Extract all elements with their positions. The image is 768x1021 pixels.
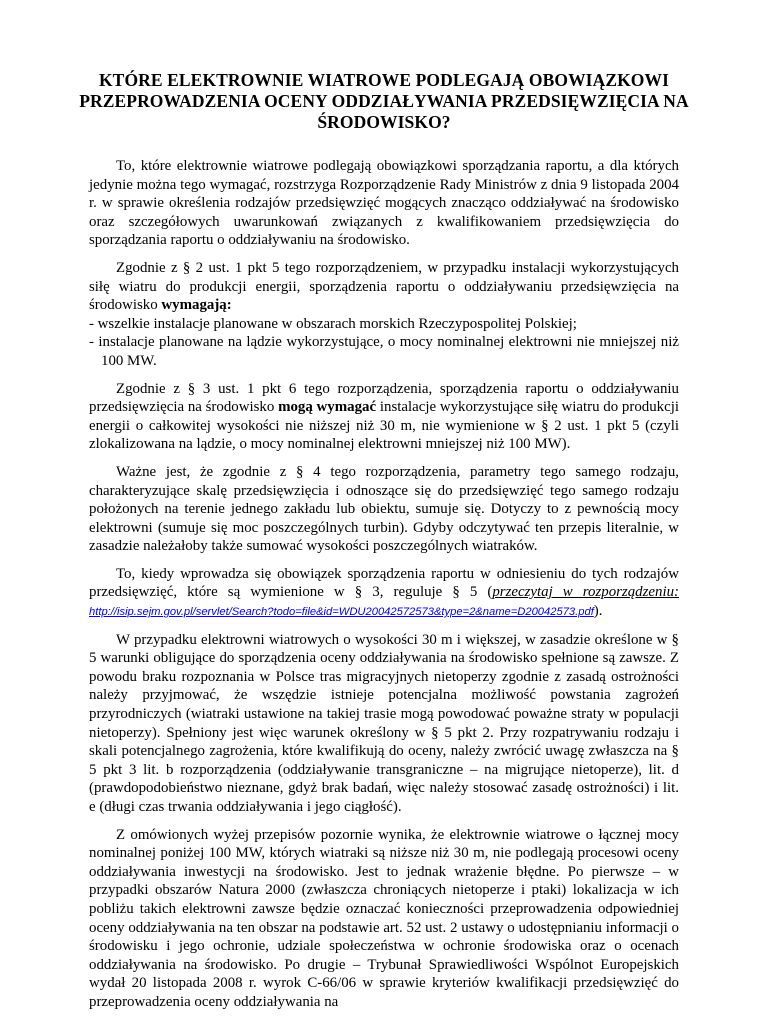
paragraph-5-after: ). [593, 603, 603, 620]
paragraph-5-before: To, kiedy wprowadza się obowiązek sporządzenia raportu w odniesieniu do tych rodzajów przedsięwzięć, które są wymienione w § 3, reguluje § 5 ( [89, 565, 679, 601]
document-title: KTÓRE ELEKTROWNIE WIATROWE PODLEGAJĄ OBOWIĄZKOWI PRZEPROWADZENIA OCENY ODDZIAŁYWANIA PRZEDSIĘWZIĘCIA NA ŚRODOWISKO? [79, 70, 689, 132]
paragraph-2-text: Zgodnie z § 2 ust. 1 pkt 5 tego rozporządzeniem, w przypadku instalacji wykorzystujących siłę wiatru do produkcji energii, sporządzenia raportu o oddziaływaniu przedsięwzięcia na środowisko [89, 259, 679, 314]
paragraph-3 [89, 380, 679, 454]
document-body [89, 157, 679, 1021]
paragraph-1: To, które elektrownie wiatrowe podlegają obowiązkowi sporządzania raportu, a dla których jedynie można tego wymagać, rozstrzyga Rozporządzenie Rady Ministrów z dnia 9 listopada 2004 r. w sprawie określenia rodzajów przedsięwzięć mogących znacząco oddziaływać na środowisko oraz szczegółowych uwarunkowań związanych z kwalifikowaniem przedsięwzięcia do sporządzania raportu o oddziaływaniu na środowisko. [89, 158, 679, 249]
list-item: - instalacje planowane na lądzie wykorzystujące, o mocy nominalnej elektrowni nie mniejszej niż 100 MW. [89, 334, 679, 369]
paragraph-5 [89, 565, 679, 622]
list-item: - wszelkie instalacje planowane w obszarach morskich Rzeczypospolitej Polskiej; [89, 315, 577, 332]
paragraph-2-bold: wymagają: [161, 297, 232, 314]
paragraph-3-after: instalacje wykorzystujące siłę wiatru do produkcji energii o całkowitej wysokości nie niższej niż 30 m, nie wymienione w § 2 ust. 1 pkt 5 (czyli zlokalizowana na lądzie, o mocy nominalnej elektrowni mniejszej niż 100 MW). [89, 399, 679, 453]
paragraph-5-italic: przeczytaj w rozporządzeniu: [492, 584, 680, 601]
paragraph-3-before: Zgodnie z § 3 ust. 1 pkt 6 tego rozporządzenia, sporządzenia raportu o oddziaływaniu przedsięwzięcia na środowisko [89, 380, 679, 416]
paragraph-4: Ważne jest, że zgodnie z § 4 tego rozporządzenia, parametry tego samego rodzaju, charakteryzujące skalę przedsięwzięcia i odnoszące się do przedsięwzięć tego samego rodzaju położonych na terenie jednego zakładu lub obiektu, sumuje się. Dotyczy to z pewnością mocy elektrowni (sumuje się moc poszczególnych turbin). Gdyby odczytywać ten przepis literalnie, w zasadzie należałoby także sumować wysokości poszczególnych wiatraków. [89, 463, 679, 555]
paragraph-2 [89, 259, 679, 315]
requirement-list [89, 315, 679, 371]
paragraph-3-bold: mogą wymagać [278, 399, 377, 416]
paragraph-7: Z omówionych wyżej przepisów pozornie wynika, że elektrownie wiatrowe o łącznej mocy nominalnej poniżej 100 MW, których wiatraki są niższe niż 30 m, nie podlegają procesowi oceny oddziaływania inwestycji na środowisko. Jest to jednak wrażenie błędne. Po pierwsze – w przypadki obszarów Natura 2000 (zwłaszcza chroniących nietoperze i ptaki) lokalizacja w ich pobliżu takich elektrowni zawsze będzie oznaczać konieczności przeprowadzenia odpowiedniej oceny oddziaływania na ten obszar na podstawie art. 52 ust. 2 ustawy o udostępnianiu informacji o środowisku i jego ochronie, udziale społeczeństwa w ochronie środowiska oraz o ocenach oddziaływania na środowisko. Po drugie – Trybunał Sprawiedliwości Wspólnot Europejskich wydał 20 listopada 2008 r. wyrok C-66/06 w sprawie kryteriów kwalifikacji przedsięwzięć do przeprowadzenia oceny oddziaływania na [89, 826, 679, 1010]
paragraph-6: W przypadku elektrowni wiatrowych o wysokości 30 m i większej, w zasadzie określone w § 5 warunki obligujące do sporządzenia oceny oddziaływania na środowisko spełnione są zawsze. Z powodu braku rozpoznania w Polsce tras migracyjnych nietoperzy zgodnie z zasadą ostrożności należy przyjmować, że wszędzie istnieje potencjalna możliwość powstania zagrożeń przyrodniczych (wiatraki ustawione na takiej trasie mogą powodować poważne straty w populacji nietoperzy). Spełniony jest więc warunek określony w § 5 pkt 2. Przy rozpatrywaniu rodzaju i skali potencjalnego zagrożenia, które kwalifikują do oceny, należy zwrócić uwagę zwłaszcza na § 5 pkt 3 lit. b rozporządzenia (oddziaływanie transgraniczne – na migrujące nietoperze), lit. d (prawdopodobieństwo nieznane, gdyż brak badań, więc należy stosować zasadę ostrożności) i lit. e (długi czas trwania oddziaływania i jego ciągłość). [89, 631, 679, 815]
regulation-link[interactable]: http://isip.sejm.gov.pl/servlet/Search?todo=file&id=WDU20042572573&type=2&name=D20042573.pdf [89, 606, 594, 619]
